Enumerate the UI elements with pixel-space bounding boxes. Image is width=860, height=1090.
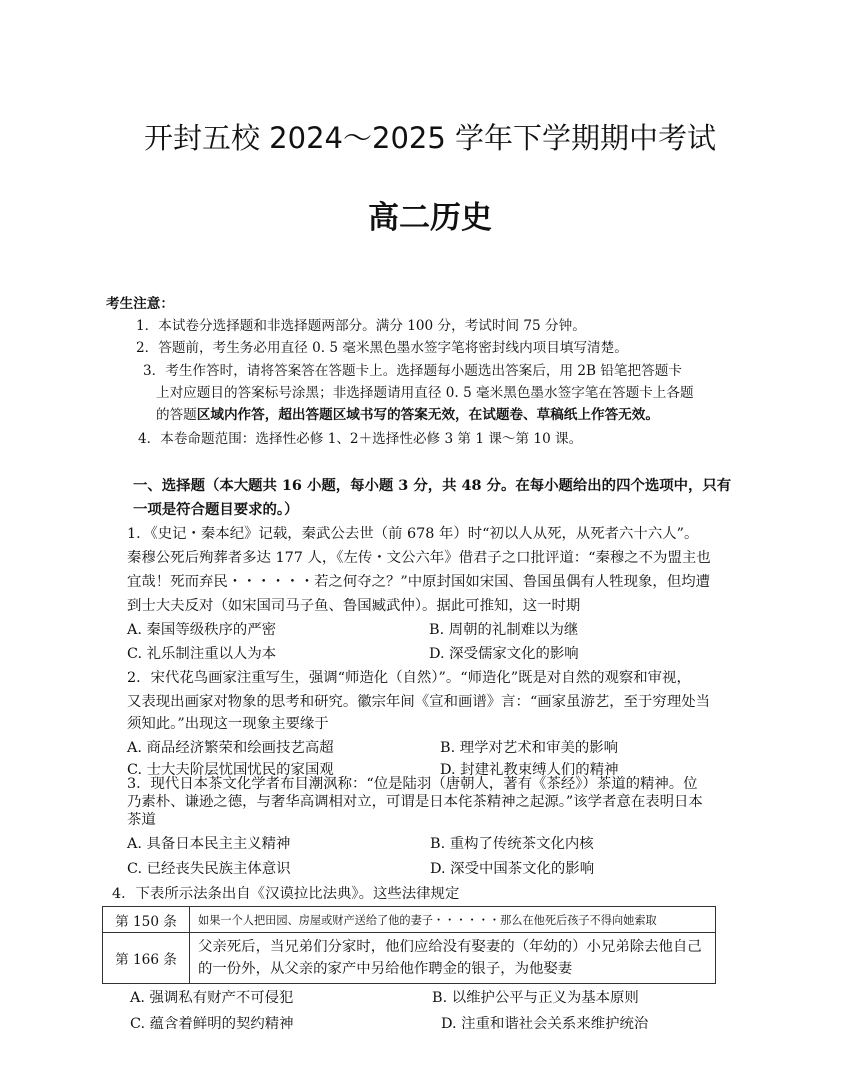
notice-item-3-normal: 的答题 <box>156 407 197 423</box>
q1-line-4: 到士大夫反对（如宋国司马子鱼、鲁国臧武仲）。据此可推知，这一时期 <box>127 598 581 614</box>
law-article-text: 父亲死后，当兄弟们分家时，他们应给没有娶妻的（年幼的）小兄弟除去他自己的一份外，从父亲的家产中另给他作聘金的银子，为他娶妻 <box>190 933 716 984</box>
notice-item-1: 1．本试卷分选择题和非选择题两部分。满分 100 分，考试时间 75 分钟。 <box>136 318 586 334</box>
q2-option-c: C. 士大夫阶层忧国忧民的家国观 <box>127 762 334 778</box>
q3-line-1: 3．现代日本茶文化学者布目潮沨称：“位是陆羽（唐朝人，著有《茶经》）茶道的精神。位 <box>127 776 698 792</box>
q4-option-b: B. 以维护公平与正义为基本原则 <box>432 990 639 1006</box>
q3-option-b: B. 重构了传统茶文化内核 <box>430 836 594 852</box>
q3-line-3: 茶道 <box>127 812 156 828</box>
q3-option-d: D. 深受中国茶文化的影响 <box>430 861 595 877</box>
notice-item-3-line-2: 上对应题目的答案标号涂黑；非选择题请用直径 0. 5 毫米黑色墨水签字笔在答题卡上各题 <box>156 385 694 401</box>
q3-line-2: 乃素朴、谦逊之德，与奢华高调相对立，可谓是日本侘茶精神之起源。”该学者意在表明日本 <box>127 794 703 810</box>
notice-item-3-line-1: 3．考生作答时，请将答案答在答题卡上。选择题每小题选出答案后，用 2B 铅笔把答题卡 <box>143 363 682 379</box>
q4-stem: 4．下表所示法条出自《汉谟拉比法典》。这些法律规定 <box>112 886 460 902</box>
notice-item-3-bold: 区域内作答，超出答题区域书写的答案无效，在试题卷、草稿纸上作答无效。 <box>196 407 659 423</box>
q3-option-c: C. 已经丧失民族主体意识 <box>127 861 291 877</box>
law-table-row <box>103 933 716 984</box>
exam-subject: 高二历史 <box>368 200 492 236</box>
q2-line-3: 须知此。”出现这一现象主要缘于 <box>127 716 329 732</box>
law-article-text: 如果一个人把田园、房屋或财产送给了他的妻子・・・・・・那么在他死后孩子不得向她索取 <box>190 907 716 933</box>
q2-option-d: D. 封建礼教束缚人们的精神 <box>440 762 619 778</box>
q2-option-b: B. 理学对艺术和审美的影响 <box>440 740 619 756</box>
q2-line-2: 又表现出画家对物象的思考和研究。徽宗年间《宣和画谱》言：“画家虽游艺，至于穷理处当 <box>127 694 710 710</box>
law-article-number: 第 166 条 <box>103 933 190 984</box>
notice-item-2: 2．答题前，考生务必用直径 0. 5 毫米黑色墨水签字笔将密封线内项目填写清楚。 <box>136 340 628 356</box>
q2-option-a: A. 商品经济繁荣和绘画技艺高超 <box>127 740 334 756</box>
q4-option-d: D. 注重和谐社会关系来维护统治 <box>441 1016 649 1032</box>
exam-title: 开封五校 2024～2025 学年下学期期中考试 <box>143 121 717 155</box>
q3-option-a: A. 具备日本民主主义精神 <box>127 836 291 852</box>
q1-option-a: A. 秦国等级秩序的严密 <box>127 622 277 638</box>
section-heading-line-1: 一、选择题（本大题共 16 小题，每小题 3 分，共 48 分。在每小题给出的四个选项中，只有 <box>133 477 732 494</box>
law-table-row <box>103 907 716 933</box>
q1-line-3: 宜哉！死而弃民・・・・・・若之何夺之？”中原封国如宋国、鲁国虽偶有人牲现象，但均遭 <box>127 574 710 590</box>
q1-option-b: B. 周朝的礼制难以为继 <box>429 622 579 638</box>
q4-option-c: C. 蕴含着鲜明的契约精神 <box>130 1016 294 1032</box>
notice-item-4: 4．本卷命题范围：选择性必修 1、2＋选择性必修 3 第 1 课～第 10 课。 <box>138 431 583 447</box>
q1-line-1: 1．《史记・秦本纪》记载，秦武公去世（前 678 年）时“初以人从死，从死者六十六人”。 <box>127 526 699 542</box>
notice-heading: 考生注意： <box>106 296 174 312</box>
q1-option-c: C. 礼乐制注重以人为本 <box>127 646 277 662</box>
q4-option-a: A. 强调私有财产不可侵犯 <box>130 990 294 1006</box>
law-article-number: 第 150 条 <box>103 907 190 933</box>
q1-line-2: 秦穆公死后殉葬者多达 177 人，《左传・文公六年》借君子之口批评道：“秦穆之不为盟主也 <box>127 550 711 566</box>
q2-line-1: 2．宋代花鸟画家注重写生，强调“师造化（自然）”。“师造化”既是对自然的观察和审视， <box>127 670 691 686</box>
notice-item-3-line-3 <box>156 405 659 425</box>
section-heading-line-2: 一项是符合题目要求的。） <box>133 501 299 518</box>
q1-option-d: D. 深受儒家文化的影响 <box>429 646 579 662</box>
law-table <box>102 906 716 984</box>
